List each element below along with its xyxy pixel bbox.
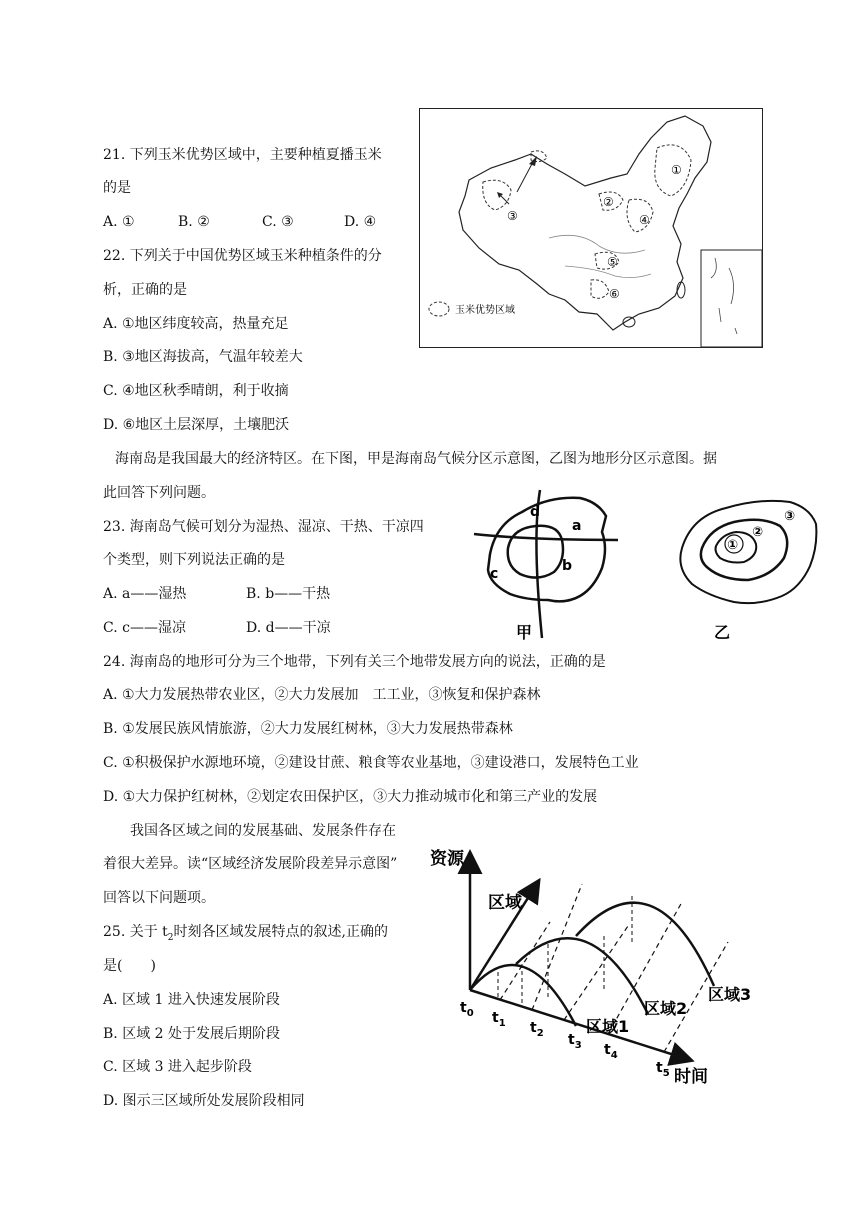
q25-option-a: A. 区域 1 进入快速发展阶段 (103, 992, 280, 1008)
stage-y-axis-label: 资源 (430, 849, 464, 869)
q25-option-b: B. 区域 2 处于发展后期阶段 (103, 1026, 280, 1042)
q25-stem-line1 (103, 922, 388, 948)
map-label-4: ④ (639, 213, 650, 227)
jia-label-b: b (562, 558, 573, 574)
q21-option-a: A. ① (103, 214, 135, 230)
q23-option-a: A. a——湿热 (103, 586, 187, 602)
jia-caption: 甲 (516, 623, 533, 642)
hainan-climate-svg (470, 488, 630, 643)
stage-region-3: 区域3 (708, 985, 752, 1004)
q22-option-d: D. ⑥地区土层深厚，土壤肥沃 (103, 417, 290, 433)
yi-caption: 乙 (714, 623, 731, 642)
map-legend-label: 玉米优势区域 (455, 305, 515, 316)
hainan-terrain-svg (672, 494, 832, 644)
regional-intro-line2: 着很大差异。读“区域经济发展阶段差异示意图” (103, 856, 398, 872)
q23-stem-line1: 23. 海南岛气候可划分为湿热、湿凉、干热、干凉四 (103, 519, 424, 535)
q25-stem-part1: 25. 关于 t (103, 924, 168, 940)
q23-option-c: C. c——湿凉 (103, 620, 186, 636)
jia-label-d: d (530, 504, 541, 520)
jia-label-c: c (490, 566, 499, 582)
q24-option-c: C. ①积极保护水源地环境，②建设甘蔗、粮食等农业基地，③建设港口，发展特色工业 (103, 755, 639, 771)
q24-stem: 24. 海南岛的地形可分为三个地带，下列有关三个地带发展方向的说法，正确的是 (103, 654, 606, 670)
stage-tick-t1: $t_1$ (492, 1010, 506, 1029)
q25-stem-line2: 是( ) (103, 958, 156, 974)
q24-option-b: B. ①发展民族风情旅游，②大力发展红树林，③大力发展热带森林 (103, 721, 513, 737)
regional-intro-line3: 回答以下问题项。 (103, 890, 215, 906)
q21-stem-line2: 的是 (103, 180, 131, 196)
q25-option-c: C. 区域 3 进入起步阶段 (103, 1059, 252, 1075)
q22-stem-line1: 22. 下列关于中国优势区域玉米种植条件的分 (103, 248, 382, 264)
map-label-6: ⑥ (609, 287, 620, 301)
yi-label-3: ③ (784, 509, 796, 524)
q22-stem-line2: 析，正确的是 (103, 282, 187, 298)
hainan-intro-line1: 海南岛是我国最大的经济特区。在下图，甲是海南岛气候分区示意图，乙图为地形分区示意图。据 (115, 451, 717, 467)
jia-label-a: a (572, 518, 582, 534)
q21-option-b: B. ② (178, 214, 210, 230)
stage-region-1: 区域1 (586, 1017, 630, 1036)
yi-label-1: ① (727, 538, 739, 553)
regional-stage-svg (428, 840, 758, 1095)
map-label-3: ③ (507, 209, 518, 223)
q23-stem-line2: 个类型，则下列说法正确的是 (103, 552, 285, 568)
hainan-intro-line2: 此回答下列问题。 (103, 485, 215, 501)
map-label-2: ② (603, 195, 614, 209)
q25-stem-sub: 2 (167, 932, 174, 943)
q24-option-a: A. ①大力发展热带农业区，②大力发展加 工工业，③恢复和保护森林 (103, 687, 541, 703)
q21-option-d: D. ④ (344, 214, 377, 230)
map-label-5: ⑤ (607, 255, 618, 269)
q25-option-d: D. 图示三区域所处发展阶段相同 (103, 1093, 305, 1109)
stage-tick-t4: $t_4$ (604, 1042, 618, 1061)
stage-depth-axis-label: 区域 (488, 893, 522, 913)
stage-tick-t3: $t_3$ (568, 1032, 582, 1051)
hainan-climate-figure (470, 488, 630, 647)
regional-intro-line1: 我国各区域之间的发展基础、发展条件存在 (130, 823, 396, 839)
stage-origin-label: $t_0$ (460, 1000, 474, 1019)
q22-option-a: A. ①地区纬度较高，热量充足 (103, 316, 289, 332)
china-corn-map-svg (419, 108, 763, 348)
q25-stem-part2: 时刻各区域发展特点的叙述,正确的 (173, 924, 388, 940)
q21-option-c: C. ③ (262, 214, 294, 230)
q21-stem-line1: 21. 下列玉米优势区域中，主要种植夏播玉米 (103, 147, 382, 163)
stage-tick-t5: $t_5$ (656, 1060, 670, 1079)
q23-option-b: B. b——干热 (246, 586, 331, 602)
regional-stage-diagram (428, 840, 758, 1099)
map-label-1: ① (671, 163, 682, 177)
china-corn-map (419, 108, 763, 352)
q22-option-b: B. ③地区海拔高，气温年较差大 (103, 349, 303, 365)
q23-option-d: D. d——干凉 (246, 620, 331, 636)
q22-option-c: C. ④地区秋季晴朗，利于收摘 (103, 383, 289, 399)
stage-region-2: 区域2 (644, 999, 688, 1018)
q24-option-d: D. ①大力保护红树林，②划定农田保护区，③大力推动城市化和第三产业的发展 (103, 789, 598, 805)
stage-x-axis-label: 时间 (674, 1067, 708, 1087)
stage-tick-t2: $t_2$ (530, 1020, 544, 1039)
yi-label-2: ② (752, 525, 764, 540)
hainan-terrain-figure (672, 494, 832, 648)
